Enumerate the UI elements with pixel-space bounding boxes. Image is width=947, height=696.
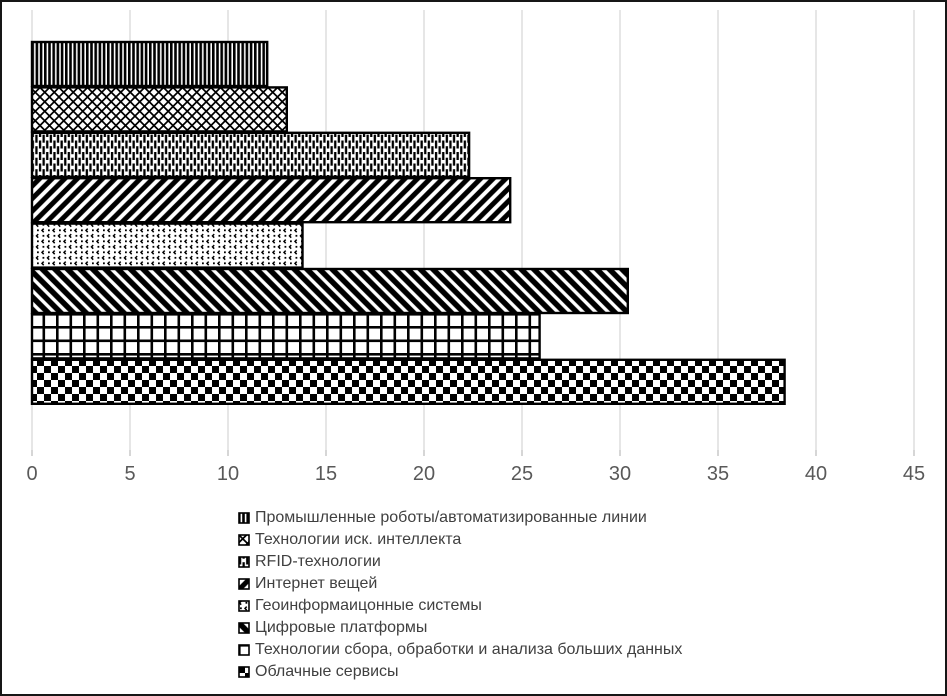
- legend-item: [238, 529, 682, 551]
- bar-checkerboard: [32, 360, 785, 404]
- legend-item: [238, 573, 682, 595]
- bar-speckle: [32, 224, 303, 268]
- x-axis-tick-label: 20: [412, 463, 436, 485]
- legend-item: [238, 661, 682, 683]
- legend-item-label: Интернет вещей: [255, 575, 378, 592]
- x-axis-tick-label: 40: [804, 463, 828, 485]
- dashed-vertical-swatch-icon: [238, 556, 250, 568]
- bar-chart-plot: [2, 2, 947, 502]
- x-axis-tick-labels: [26, 463, 925, 485]
- legend-item-label: Цифровые платформы: [255, 619, 428, 636]
- legend-item-label: RFID-технологии: [255, 553, 381, 570]
- x-axis-tick-label: 30: [608, 463, 632, 485]
- bars-group: [32, 42, 785, 404]
- x-axis-tick-label: 0: [26, 463, 38, 485]
- legend-item: [238, 639, 682, 661]
- checkerboard-swatch-icon: [238, 666, 250, 678]
- bar-diagonal-down: [32, 269, 628, 313]
- grid-swatch-icon: [238, 644, 250, 656]
- legend-item-label: Геоинформаицонные системы: [255, 597, 482, 614]
- x-axis-tick-label: 35: [706, 463, 730, 485]
- legend-item: [238, 617, 682, 639]
- x-axis-tick-label: 25: [510, 463, 534, 485]
- legend-item-label: Облачные сервисы: [255, 663, 399, 680]
- legend-item-label: Промышленные роботы/автоматизированные линии: [255, 509, 647, 526]
- legend-item: [238, 551, 682, 573]
- bar-vertical-stripes: [32, 42, 267, 86]
- diagonal-down-swatch-icon: [238, 622, 250, 634]
- x-axis-tick-label: 5: [124, 463, 136, 485]
- legend-item-label: Технологии иск. интеллекта: [255, 531, 462, 548]
- bar-diagonal-crosshatch: [32, 87, 287, 131]
- x-axis-tick-label: 10: [216, 463, 240, 485]
- bar-diagonal-up: [32, 178, 510, 222]
- diagonal-up-swatch-icon: [238, 578, 250, 590]
- legend: [238, 507, 682, 683]
- x-axis-tick-label: 45: [902, 463, 926, 485]
- x-axis-tick-label: 15: [314, 463, 338, 485]
- vertical-stripes-swatch-icon: [238, 512, 250, 524]
- axis-tick-marks: [32, 450, 914, 456]
- speckle-swatch-icon: [238, 600, 250, 612]
- legend-item: [238, 507, 682, 529]
- legend-item: [238, 595, 682, 617]
- bar-grid: [32, 314, 540, 358]
- diagonal-crosshatch-swatch-icon: [238, 534, 250, 546]
- legend-item-label: Технологии сбора, обработки и анализа больших данных: [255, 641, 683, 658]
- bar-dashed-vertical: [32, 133, 469, 177]
